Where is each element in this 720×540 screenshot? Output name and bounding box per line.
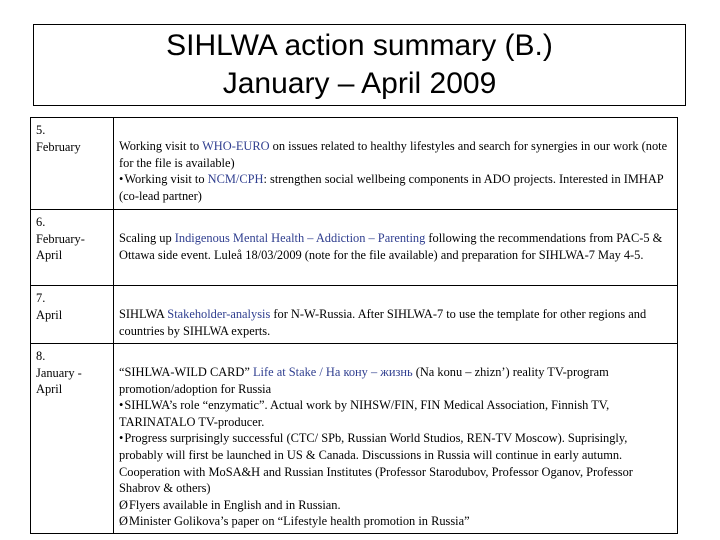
row-number: 6. xyxy=(36,215,46,229)
slide-title-line-1: SIHLWA action summary (B.) xyxy=(166,29,553,62)
bullet-item xyxy=(119,430,673,496)
highlight-text: NCM/CPH xyxy=(207,172,264,187)
row-date: April xyxy=(36,248,63,263)
arrow-bullet-icon: Ø xyxy=(119,497,128,512)
highlight-text: Life at Stake / На кону – жизнь xyxy=(252,365,413,379)
row-date: February xyxy=(36,139,81,154)
table-row xyxy=(31,344,678,534)
row-date: April xyxy=(36,382,63,397)
highlight-text: Stakeholder-analysis xyxy=(167,307,271,321)
bullet-icon: • xyxy=(119,398,124,413)
slide-title-line-2: January – April 2009 xyxy=(222,67,497,100)
text-span: Scaling up xyxy=(119,231,175,245)
arrow-bullet-item xyxy=(119,513,673,530)
text-span: Progress surprisingly successful (CTC/ SPb, Russian World Studios, REN-TV Moscow). Suprisingly, probably will first be launched in US & Canada. Discussions in Russia will continue in early autumn. Cooperation with MoSA&H and Russian Institutes (Professor Starodubov, Professor Oganov, Professor Shabrov & others) xyxy=(119,431,633,496)
content-cell xyxy=(114,286,678,344)
arrow-bullet-icon: Ø xyxy=(119,514,128,529)
text-span: “SIHLWA-WILD CARD” xyxy=(119,365,253,379)
table-row xyxy=(31,118,678,210)
content-cell xyxy=(114,210,678,286)
text-span: Working visit to xyxy=(124,172,208,187)
row-date: April xyxy=(36,307,63,322)
row-number: 7. xyxy=(36,291,46,305)
text-span: SIHLWA’s role “enzymatic”. Actual work by NIHSW/FIN, FIN Medical Association, Finnish TV, TARINATALO TV-producer. xyxy=(119,398,610,429)
text-span: Flyers available in English and in Russian. xyxy=(128,497,341,512)
row-date: January - xyxy=(36,365,82,380)
bullet-item xyxy=(119,397,673,430)
text-span: on issues related to healthy lifestyles and search for synergies in our work (note for the file is available) xyxy=(119,139,668,170)
row-text xyxy=(119,138,673,171)
content-cell xyxy=(114,118,678,210)
date-cell xyxy=(31,118,114,210)
text-span: (Na konu – zhizn’) reality TV-program promotion/adoption for Russia xyxy=(119,365,609,396)
table-row xyxy=(31,286,678,344)
text-span: : strengthen social wellbeing components in ADO projects. Interested in IMHAP (co-lead partner) xyxy=(119,172,664,203)
row-number: 8. xyxy=(36,349,46,363)
highlight-text: Indigenous Mental Health – Addiction – Parenting xyxy=(174,231,426,245)
text-span: Working visit to xyxy=(119,139,203,153)
arrow-bullet-item xyxy=(119,497,673,514)
table-row xyxy=(31,210,678,286)
bullet-item xyxy=(119,171,673,204)
row-text xyxy=(119,230,673,263)
text-span: SIHLWA xyxy=(119,307,168,321)
text-span: for N-W-Russia. After SIHLWA-7 to use the template for other regions and countries by SIHLWA experts. xyxy=(119,307,647,338)
row-text xyxy=(119,306,673,339)
row-number: 5. xyxy=(36,123,46,137)
bullet-icon: • xyxy=(119,172,124,187)
row-date: February- xyxy=(36,231,85,246)
date-cell xyxy=(31,210,114,286)
date-cell xyxy=(31,344,114,534)
action-summary-table xyxy=(30,117,678,534)
date-cell xyxy=(31,286,114,344)
text-span: Minister Golikova’s paper on “Lifestyle health promotion in Russia” xyxy=(128,514,470,529)
content-cell xyxy=(114,344,678,534)
highlight-text: WHO-EURO xyxy=(202,139,270,153)
row-text xyxy=(119,364,673,397)
slide-title xyxy=(33,24,686,106)
bullet-icon: • xyxy=(119,431,124,446)
text-span: following the recommendations from PAC-5 & Ottawa side event. Luleå 18/03/2009 (note for the file available) and preparation for SIHLWA-7 May 4-5. xyxy=(119,231,663,262)
